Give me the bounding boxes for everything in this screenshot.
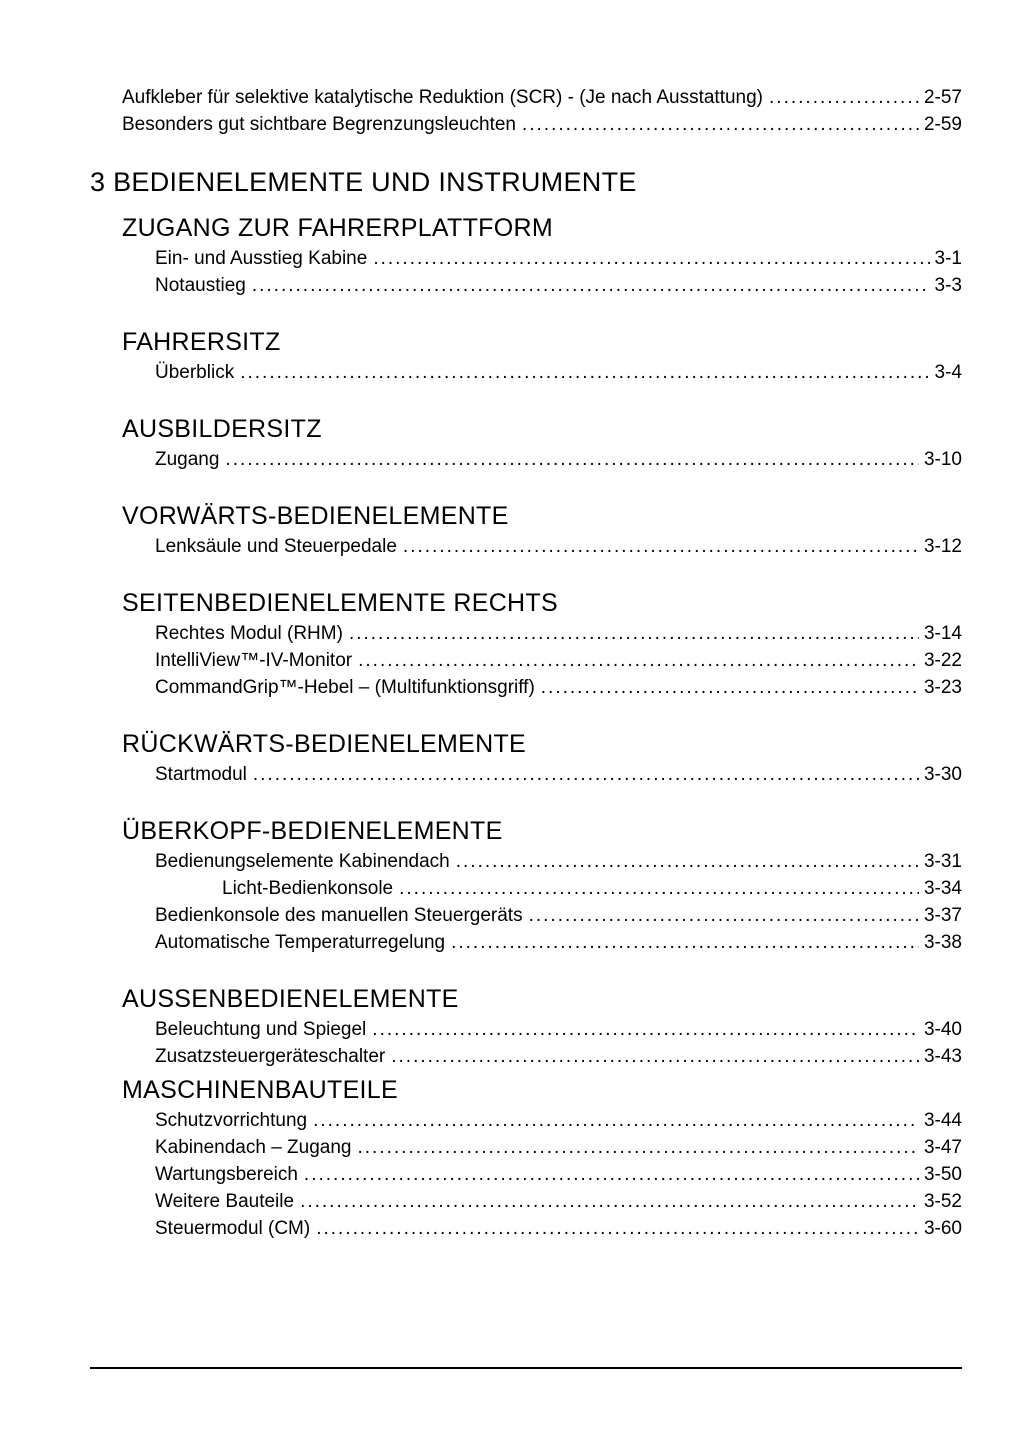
toc-entry-page: 3-30 [923,764,962,785]
toc-entry [155,848,962,875]
toc-entry-page: 3-12 [923,536,962,557]
dot-leader [304,1161,919,1188]
toc-entry-page: 3-38 [923,932,962,953]
section-entries [155,620,962,701]
section-heading: FAHRERSITZ [122,328,281,356]
section-entries [155,359,962,386]
dot-leader [403,533,919,560]
toc-entry-page: 3-60 [923,1218,962,1239]
toc-entry [155,902,962,929]
toc-entry-label: Zugang [155,449,220,470]
toc-entry [155,272,962,299]
dot-leader [451,929,919,956]
toc-entry-page: 3-22 [923,650,962,671]
dot-leader [541,674,919,701]
toc-entry-label: Rechtes Modul (RHM) [155,623,343,644]
section-heading: AUSBILDERSITZ [122,415,322,443]
toc-entry-label: Automatische Temperaturregelung [155,932,446,953]
toc-entry [155,1043,962,1070]
toc-entry-label: Beleuchtung und Spiegel [155,1019,367,1040]
toc-entry [155,1107,962,1134]
toc-entry [155,1161,962,1188]
toc-section [90,982,962,1070]
dot-leader [769,84,919,111]
toc-entry-page: 2-57 [923,87,962,108]
toc-entry-page: 2-59 [923,114,962,135]
toc-entry-label: Steuermodul (CM) [155,1218,311,1239]
toc-content [90,84,962,1242]
toc-entry-page: 3-10 [923,449,962,470]
dot-leader [373,245,929,272]
section-heading: ÜBERKOPF-BEDIENELEMENTE [122,817,503,845]
section-entries [155,446,962,473]
toc-entry [155,1215,962,1242]
section-entries [155,848,962,956]
section-entries [155,245,962,299]
dot-leader [391,1043,919,1070]
toc-entry-label: Aufkleber für selektive katalytische Reduktion (SCR) - (Je nach Ausstattung) [122,87,764,108]
toc-entry-page: 3-31 [923,851,962,872]
toc-entry-label: Weitere Bauteile [155,1191,295,1212]
chapter-heading: 3 BEDIENELEMENTE UND INSTRUMENTE [90,167,637,197]
toc-entry [155,245,962,272]
toc-section [90,499,962,560]
dot-leader [358,647,919,674]
toc-entry-label: Wartungsbereich [155,1164,298,1185]
toc-entry [155,620,962,647]
section-heading: VORWÄRTS-BEDIENELEMENTE [122,502,509,530]
toc-entry-label: Zusatzsteuergeräteschalter [155,1046,386,1067]
toc-entry-page: 3-40 [923,1019,962,1040]
section-heading: ZUGANG ZUR FAHRERPLATTFORM [122,214,553,242]
toc-section [90,814,962,956]
toc-entry-page: 3-50 [923,1164,962,1185]
toc-entry-page: 3-23 [923,677,962,698]
toc-entry [155,533,962,560]
toc-entry [155,1134,962,1161]
dot-leader [300,1188,919,1215]
toc-entry [155,875,962,902]
toc-section [90,325,962,386]
toc-entry [122,111,962,138]
dot-leader [399,875,919,902]
toc-entry-label: Lenksäule und Steuerpedale [155,536,397,557]
toc-entry-label: Bedienkonsole des manuellen Steuergeräts [155,905,523,926]
toc-entry-label: CommandGrip™-Hebel – (Multifunktionsgriff) [155,677,535,698]
toc-entry [155,761,962,788]
toc-entry-label: Überblick [155,362,235,383]
toc-entry [122,84,962,111]
toc-entry [155,929,962,956]
toc-entry-label: Besonders gut sichtbare Begrenzungsleuchten [122,114,516,135]
section-entries [155,533,962,560]
section-heading: RÜCKWÄRTS-BEDIENELEMENTE [122,730,527,758]
toc-entry-page: 3-3 [934,275,962,296]
dot-leader [358,1134,919,1161]
dot-leader [456,848,919,875]
toc-entry-label: IntelliView™-IV-Monitor [155,650,353,671]
toc-section [90,727,962,788]
toc-entry-page: 3-37 [923,905,962,926]
section-heading: AUSSENBEDIENELEMENTE [122,985,459,1013]
dot-leader [240,359,929,386]
section-entries [155,761,962,788]
toc-section [90,1073,962,1242]
toc-entry-page: 3-44 [923,1110,962,1131]
dot-leader [313,1107,919,1134]
dot-leader [253,761,919,788]
dot-leader [225,446,919,473]
footer-rule [90,1367,962,1369]
toc-entry-page: 3-47 [923,1137,962,1158]
dot-leader [349,620,919,647]
section-entries [155,1016,962,1070]
toc-section [90,586,962,701]
toc-entry [155,647,962,674]
toc-entry-page: 3-4 [934,362,962,383]
toc-entry [155,1188,962,1215]
toc-entry-label: Ein- und Ausstieg Kabine [155,248,368,269]
toc-entry [155,674,962,701]
toc-entry-label: Kabinendach – Zugang [155,1137,352,1158]
toc-entry-label: Notaustieg [155,275,246,296]
toc-entry-page: 3-34 [923,878,962,899]
toc-section [90,211,962,299]
toc-entry-label: Bedienungselemente Kabinendach [155,851,450,872]
toc-entry-page: 3-52 [923,1191,962,1212]
toc-entry-page: 3-14 [923,623,962,644]
toc-sections [90,211,962,1242]
toc-entry-page: 3-1 [934,248,962,269]
dot-leader [372,1016,919,1043]
section-heading: SEITENBEDIENELEMENTE RECHTS [122,589,558,617]
previous-chapter-entries [122,84,962,138]
toc-entry [155,359,962,386]
toc-entry-label: Schutzvorrichtung [155,1110,308,1131]
toc-section [90,412,962,473]
dot-leader [522,111,919,138]
toc-entry [155,1016,962,1043]
toc-entry-label: Startmodul [155,764,247,785]
dot-leader [316,1215,919,1242]
dot-leader [252,272,930,299]
toc-entry [155,446,962,473]
toc-entry-page: 3-43 [923,1046,962,1067]
section-entries [155,1107,962,1242]
dot-leader [529,902,919,929]
section-heading: MASCHINENBAUTEILE [122,1076,398,1104]
toc-entry-label: Licht-Bedienkonsole [222,878,394,899]
